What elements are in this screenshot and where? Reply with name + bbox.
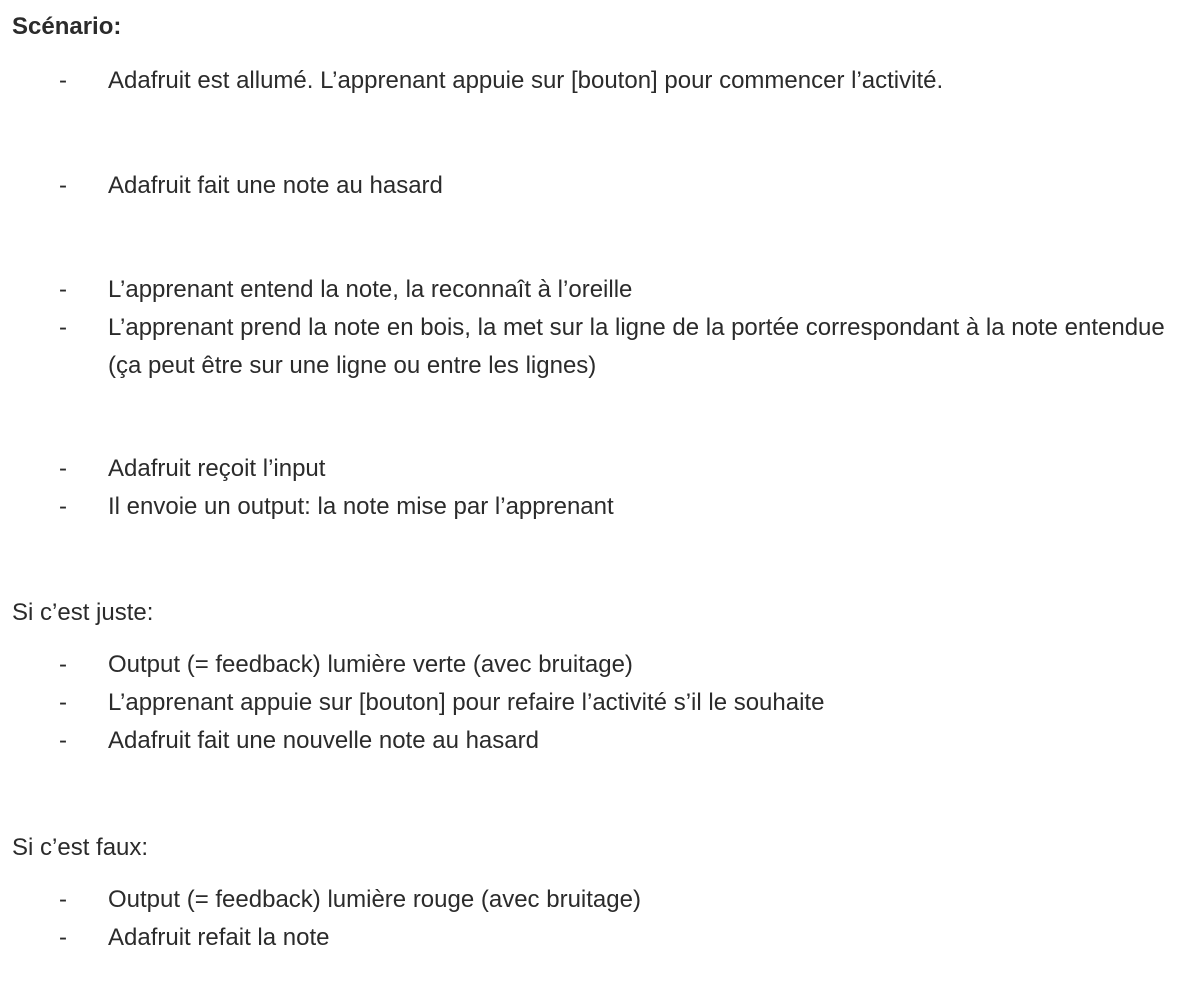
list-item-text: Adafruit reçoit l’input xyxy=(108,455,326,482)
bullet-dash: - xyxy=(59,276,67,303)
scenario-heading: Scénario: xyxy=(12,13,122,40)
bullet-dash: - xyxy=(59,651,67,678)
list-item-text: L’apprenant entend la note, la reconnaît à l’oreille xyxy=(108,276,633,303)
list-item-text: Output (= feedback) lumière verte (avec bruitage) xyxy=(108,651,633,678)
correct-heading: Si c’est juste: xyxy=(12,599,154,626)
wrong-heading: Si c’est faux: xyxy=(12,834,149,861)
bullet-dash: - xyxy=(59,886,67,913)
bullet-dash: - xyxy=(59,924,67,951)
list-item-text: Adafruit est allumé. L’apprenant appuie sur [bouton] pour commencer l’activité. xyxy=(108,67,944,94)
list-item-text: Adafruit refait la note xyxy=(108,924,330,951)
bullet-dash: - xyxy=(59,172,67,199)
list-item-text: L’apprenant appuie sur [bouton] pour refaire l’activité s’il le souhaite xyxy=(108,689,825,716)
bullet-dash: - xyxy=(59,689,67,716)
list-item-text: Il envoie un output: la note mise par l’apprenant xyxy=(108,493,614,520)
list-item-text: L’apprenant prend la note en bois, la met sur la ligne de la portée correspondant à la note entendue (ça peut être sur une ligne ou entre les lignes) xyxy=(108,314,1165,379)
list-item-text: Adafruit fait une note au hasard xyxy=(108,172,443,199)
list-item-text: Output (= feedback) lumière rouge (avec bruitage) xyxy=(108,886,641,913)
bullet-dash: - xyxy=(59,314,67,341)
list-item-text: Adafruit fait une nouvelle note au hasard xyxy=(108,727,539,754)
bullet-dash: - xyxy=(59,67,67,94)
bullet-dash: - xyxy=(59,455,67,482)
bullet-dash: - xyxy=(59,493,67,520)
bullet-dash: - xyxy=(59,727,67,754)
